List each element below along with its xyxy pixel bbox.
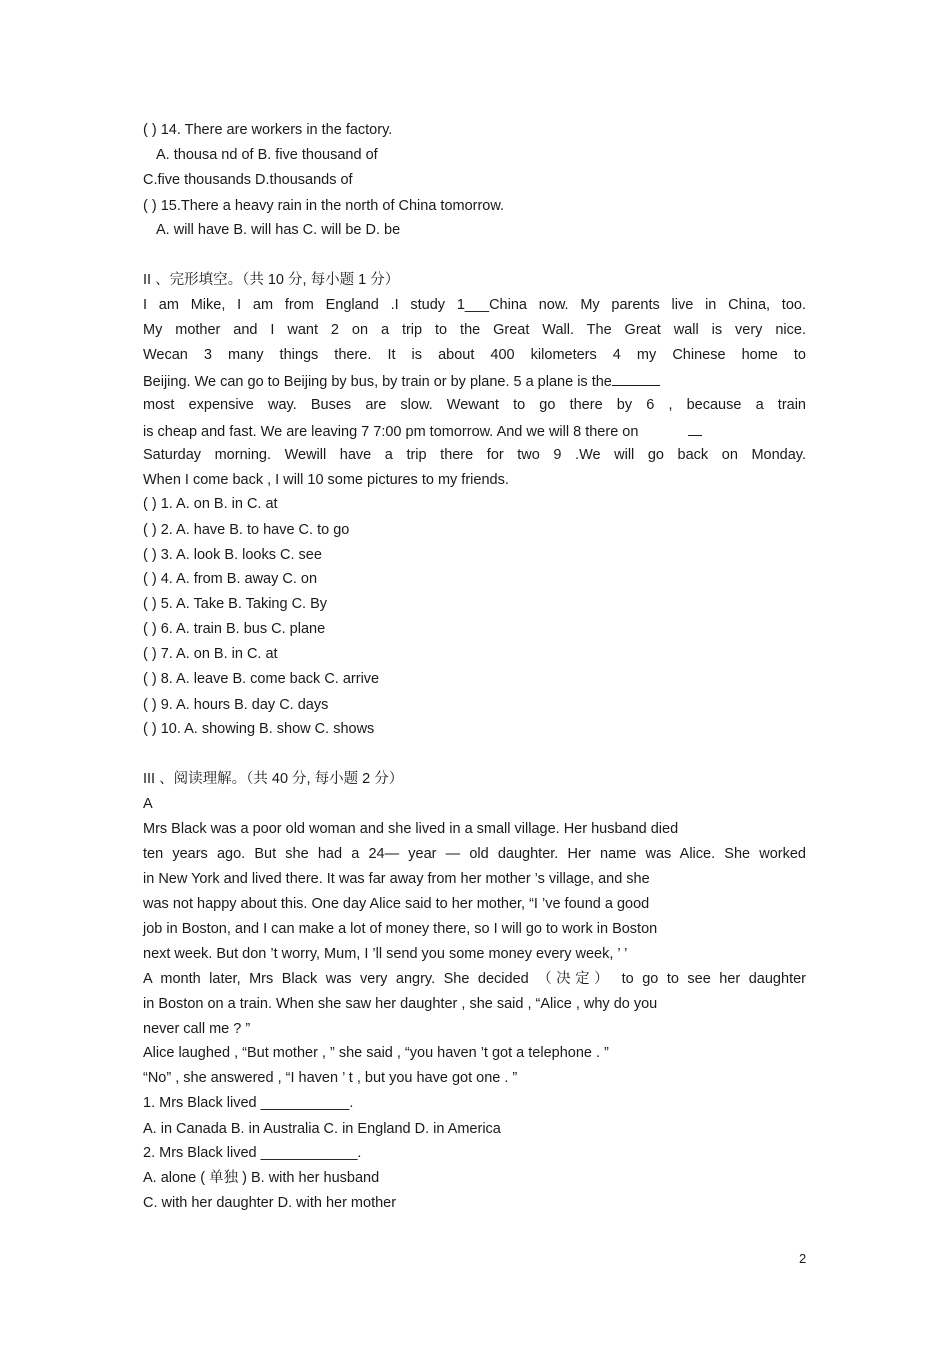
cloze-line: most expensive way. Buses are slow. Wewant to go there by 6 , because a train: [143, 397, 806, 413]
passage-line: A month later, Mrs Black was very angry. She decided （决定） to go to see her daughter: [143, 971, 806, 987]
cloze-question: ( ) 7. A. on B. in C. at: [143, 646, 278, 662]
cloze-question: ( ) 2. A. have B. to have C. to go: [143, 522, 350, 538]
cloze-line: is cheap and fast. We are leaving 7 7:00 pm tomorrow. And we will 8 there on: [143, 421, 702, 441]
cloze-line: My mother and I want 2 on a trip to the Great Wall. The Great wall is very nice.: [143, 322, 806, 338]
cloze-question: ( ) 6. A. train B. bus C. plane: [143, 621, 326, 637]
cloze-question: ( ) 4. A. from B. away C. on: [143, 571, 318, 587]
answer-blank: [688, 421, 702, 436]
cloze-question: ( ) 3. A. look B. looks C. see: [143, 547, 322, 563]
cloze-question: ( ) 1. A. on B. in C. at: [143, 496, 278, 512]
cloze-question: ( ) 5. A. Take B. Taking C. By: [143, 596, 328, 612]
reading-question: 2. Mrs Black lived ____________.: [143, 1145, 362, 1161]
cloze-question: ( ) 10. A. showing B. show C. shows: [143, 721, 375, 737]
passage-line: was not happy about this. One day Alice said to her mother, “I ’ve found a good: [143, 896, 650, 912]
passage-line: job in Boston, and I can make a lot of money there, so I will go to work in Boston: [143, 921, 658, 937]
cloze-question: ( ) 9. A. hours B. day C. days: [143, 697, 329, 713]
passage-line: Alice laughed , “But mother , ” she said , “you haven ’t got a telephone . ”: [143, 1045, 609, 1061]
answer-blank: [612, 371, 660, 386]
passage-line: never call me ? ”: [143, 1021, 251, 1037]
q15-stem: ( ) 15.There a heavy rain in the north of China tomorrow.: [143, 198, 505, 214]
q15-options: A. will have B. will has C. will be D. be: [156, 222, 401, 238]
passage-label: A: [143, 796, 153, 812]
reading-options: C. with her daughter D. with her mother: [143, 1195, 397, 1211]
cloze-line: Saturday morning. Wewill have a trip there for two 9 .We will go back on Monday.: [143, 447, 806, 463]
cloze-line: I am Mike, I am from England .I study 1___China now. My parents live in China, too.: [143, 297, 806, 313]
cloze-line: When I come back , I will 10 some pictures to my friends.: [143, 472, 509, 488]
passage-line: Mrs Black was a poor old woman and she lived in a small village. Her husband died: [143, 821, 679, 837]
passage-line: “No” , she answered , “I haven ’ t , but you have got one . ”: [143, 1070, 518, 1086]
reading-question: 1. Mrs Black lived ___________.: [143, 1095, 354, 1111]
q14-options-2: C.five thousands D.thousands of: [143, 172, 353, 188]
q14-stem: ( ) 14. There are workers in the factory.: [143, 122, 393, 138]
passage-line: ten years ago. But she had a 24— year — old daughter. Her name was Alice. She worked: [143, 846, 806, 862]
passage-line: next week. But don ’t worry, Mum, I ’ll send you some money every week, ’ ’: [143, 946, 628, 962]
section3-title: III 、阅读理解。（共 40 分, 每小题 2 分）: [143, 771, 404, 787]
section2-title: II 、完形填空。（共 10 分, 每小题 1 分）: [143, 272, 400, 288]
reading-options: A. in Canada B. in Australia C. in England D. in America: [143, 1121, 501, 1137]
cloze-line: Beijing. We can go to Beijing by bus, by train or by plane. 5 a plane is the: [143, 371, 660, 391]
reading-options: A. alone ( 单独 ) B. with her husband: [143, 1170, 380, 1186]
cloze-question: ( ) 8. A. leave B. come back C. arrive: [143, 671, 380, 687]
page-number: 2: [799, 1251, 807, 1266]
q14-options-1: A. thousa nd of B. five thousand of: [156, 147, 378, 163]
passage-line: in Boston on a train. When she saw her daughter , she said , “Alice , why do you: [143, 996, 658, 1012]
cloze-line: Wecan 3 many things there. It is about 400 kilometers 4 my Chinese home to: [143, 347, 806, 363]
passage-line: in New York and lived there. It was far away from her mother ’s village, and she: [143, 871, 650, 887]
